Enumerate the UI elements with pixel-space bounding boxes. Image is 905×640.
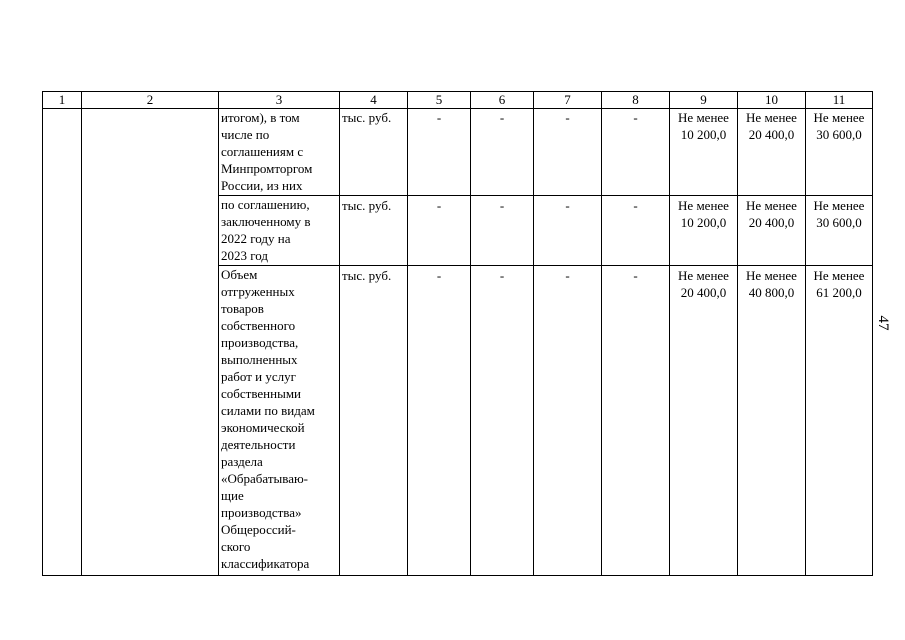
value-qualifier: Не менее <box>813 198 865 213</box>
col2-cell <box>82 109 219 576</box>
col-header-3: 3 <box>219 92 340 109</box>
indicator-name-line: итогом), в том <box>221 110 300 125</box>
unit-cell: тыс. руб. <box>340 196 408 266</box>
indicator-name-cell <box>219 196 340 266</box>
value-amount: 20 400,0 <box>748 215 795 230</box>
indicator-name-line: 2023 год <box>221 248 268 263</box>
col11-value <box>806 196 873 266</box>
indicator-name-line: собственного <box>221 318 296 333</box>
col9-value <box>670 196 738 266</box>
value-amount: 10 200,0 <box>680 127 727 142</box>
indicator-name-line: отгруженных <box>221 284 295 299</box>
indicator-name-line: 2022 году на <box>221 231 291 246</box>
col-header-11: 11 <box>806 92 873 109</box>
col-header-9: 9 <box>670 92 738 109</box>
indicator-name-line: по соглашению, <box>221 197 310 212</box>
indicator-name-line: соглашениям с <box>221 144 304 159</box>
col5-value: - <box>408 196 471 266</box>
col-header-8: 8 <box>602 92 670 109</box>
indicator-name-line: экономической <box>221 420 305 435</box>
indicator-name-line: числе по <box>221 127 270 142</box>
indicator-name-line: классификатора <box>221 556 310 571</box>
col6-value: - <box>471 196 534 266</box>
unit-cell: тыс. руб. <box>340 266 408 576</box>
col7-value: - <box>534 266 602 576</box>
indicator-name-line: Общероссий- <box>221 522 296 537</box>
indicator-name-line: заключенному в <box>221 214 311 229</box>
col-header-10: 10 <box>738 92 806 109</box>
value-qualifier: Не менее <box>813 110 865 125</box>
indicator-name-cell <box>219 109 340 196</box>
indicator-name-line: ского <box>221 539 251 554</box>
value-qualifier: Не менее <box>678 198 729 213</box>
col6-value: - <box>471 109 534 196</box>
col-header-4: 4 <box>340 92 408 109</box>
indicator-name-line: силами по видам <box>221 403 315 418</box>
page-number: 47 <box>875 315 891 331</box>
value-amount: 30 600,0 <box>816 215 862 230</box>
col-header-6: 6 <box>471 92 534 109</box>
value-amount: 40 800,0 <box>748 285 795 300</box>
col8-value: - <box>602 109 670 196</box>
indicator-name-line: раздела <box>221 454 263 469</box>
col8-value: - <box>602 196 670 266</box>
col11-value <box>806 266 873 576</box>
table-row <box>43 109 873 196</box>
col9-value <box>670 266 738 576</box>
col-header-2: 2 <box>82 92 219 109</box>
indicator-name-line: щие <box>221 488 244 503</box>
col11-value <box>806 109 873 196</box>
value-amount: 20 400,0 <box>748 127 795 142</box>
col7-value: - <box>534 196 602 266</box>
indicator-name-cell <box>219 266 340 576</box>
indicator-name-line: Минпромторгом <box>221 161 313 176</box>
col10-value <box>738 196 806 266</box>
indicator-name-line: Объем <box>221 267 258 282</box>
col-header-1: 1 <box>43 92 82 109</box>
column-number-row <box>43 92 873 109</box>
indicator-name-line: товаров <box>221 301 264 316</box>
value-amount: 10 200,0 <box>680 215 727 230</box>
indicator-name-line: выполненных <box>221 352 298 367</box>
col5-value: - <box>408 109 471 196</box>
value-amount: 20 400,0 <box>680 285 727 300</box>
value-qualifier: Не менее <box>746 198 797 213</box>
col-header-7: 7 <box>534 92 602 109</box>
value-qualifier: Не менее <box>746 268 797 283</box>
value-qualifier: Не менее <box>813 268 865 283</box>
col7-value: - <box>534 109 602 196</box>
indicator-name-line: производства, <box>221 335 299 350</box>
indicator-name-line: «Обрабатываю- <box>221 471 309 486</box>
col10-value <box>738 266 806 576</box>
value-amount: 61 200,0 <box>816 285 862 300</box>
unit-cell: тыс. руб. <box>340 109 408 196</box>
col9-value <box>670 109 738 196</box>
indicator-name-line: работ и услуг <box>221 369 296 384</box>
col-header-5: 5 <box>408 92 471 109</box>
col5-value: - <box>408 266 471 576</box>
indicator-name-line: деятельности <box>221 437 296 452</box>
col8-value: - <box>602 266 670 576</box>
indicator-name-line: производства» <box>221 505 302 520</box>
col6-value: - <box>471 266 534 576</box>
indicator-name-line: собственными <box>221 386 301 401</box>
value-qualifier: Не менее <box>678 268 729 283</box>
value-amount: 30 600,0 <box>816 127 862 142</box>
indicator-table <box>42 91 873 576</box>
indicator-name-line: России, из них <box>221 178 303 193</box>
value-qualifier: Не менее <box>678 110 729 125</box>
col10-value <box>738 109 806 196</box>
col1-cell <box>43 109 82 576</box>
value-qualifier: Не менее <box>746 110 797 125</box>
